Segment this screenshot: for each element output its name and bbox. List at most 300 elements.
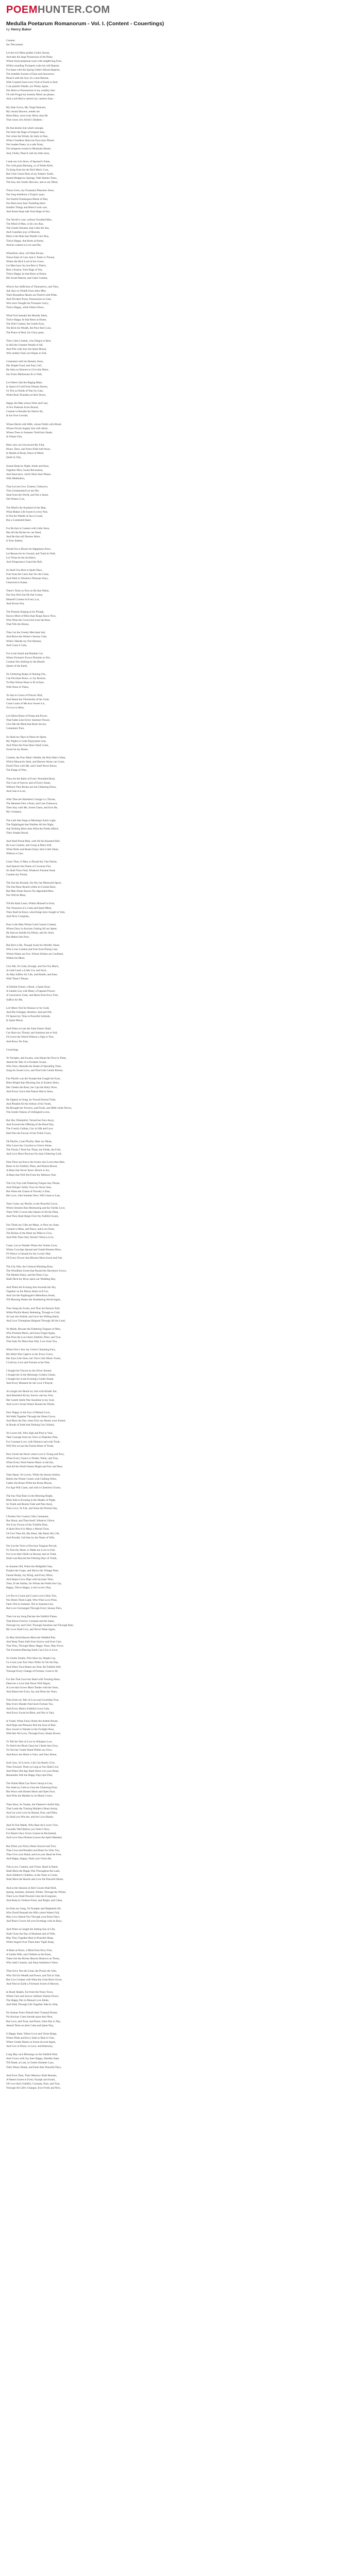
poem-line: Let Others Toil for Honour or for Gold,: [6, 1006, 50, 1010]
poem-line: Now Happy in the Joys of Mutual Love,: [6, 1411, 51, 1414]
poem-line: Smaller Things and Bless'd with care,: [6, 206, 48, 209]
poem-line: And as the Seasons in their Course Shall Roll,: [6, 1886, 57, 1890]
poem-line: Ye Gentle Youths, Who Hear my Simple Lay,: [6, 1657, 56, 1660]
poem-line: And Fills with Joys the Quiet Breast,: [6, 347, 47, 351]
poem-line: Fannie Ready, Joy Bring, and Every Morn,: [6, 1573, 54, 1577]
poem-line: So Ends my Song, Ye Nymphs and Shepherds All,: [6, 1907, 61, 1910]
poem-line: Nor tempests roused in Mountain Beams: [6, 147, 51, 151]
poem-line: Let Others Sail the Raging Main,: [6, 381, 43, 384]
stanza-break: [6, 310, 176, 314]
stanza-break: [6, 1715, 176, 1719]
poem-line: Ye Maids, Beware the Flattering Tongues of Men,: [6, 1327, 61, 1331]
logo-main: POEM: [6, 4, 38, 15]
poem-line: Within his Mind,: [6, 956, 25, 960]
poem-line: To bring from far the Rich Man's Cost,: [6, 168, 49, 172]
stanza-break: [6, 773, 176, 777]
poem-line: Content to Breathe his Native Air,: [6, 410, 44, 414]
stanza-break: [6, 522, 176, 527]
poem-line: And Keep its Verdure Fresh, and Bright, and Clean,: [6, 1899, 63, 1902]
poem-line: I can painful Wealth, nor Plenty aspire,: [6, 85, 49, 89]
poem-line: Can Purchase Peace, or Joy Restore,: [6, 677, 46, 681]
poem-line: Together on the Mossy Bank we'll Lie,: [6, 1290, 49, 1294]
poem-line: The Lark that Sings at Morning's Early Light,: [6, 819, 56, 822]
poem-line: As May Suffice for Life, and Health, and Ease,: [6, 973, 58, 976]
poem-line: But if the Green Plots of my Fathers' Earth,: [6, 173, 54, 176]
poem-line: Spring, Summer, Autumn, Winter, Through the Whole,: [6, 1890, 67, 1894]
stanza-break: [6, 710, 176, 714]
poem-line: Who Promise Much, and Soon Forget Again,: [6, 1332, 56, 1335]
stanza-break: [6, 1944, 176, 1948]
poem-line: I'll Spend my Time in Peaceful Solitude,: [6, 1014, 51, 1018]
poem-line: I'll Leave the World Without a Sigh or Tear,: [6, 1036, 54, 1039]
poem-line: He Starves Amidst his Plenty, and his Store,: [6, 931, 55, 935]
poem-line: To Live in Bliss,: [6, 706, 25, 709]
poem-line: In his Own Ground,: [6, 414, 28, 418]
poem-line: But Woos with Honest Heart and Open Face,: [6, 1790, 56, 1794]
poem-line: I'd Give Thee All, My Heart, My Hand, My Life,: [6, 1532, 60, 1535]
poem-line: In Rural Shades, Far from the Noisy Town,: [6, 1990, 54, 1994]
poem-line: Then, If she Smiles, for Whom the Fields Are Gay,: [6, 1582, 62, 1585]
poem-line: And Every Swain be Blest, and Not in Vain,: [6, 1711, 55, 1715]
poem-line: Has All the Riches he can Need,: [6, 531, 42, 535]
poem-line: Her Eyes Like Stars, her Voice Like Music Sweet,: [6, 1357, 61, 1360]
poem-line: Nor Seek by Guile to Gain the Glittering Prize,: [6, 1786, 58, 1790]
poem-line: Why Leave thy Corydon to Grieve Alone,: [6, 1144, 52, 1147]
poem-line: Of Love that's Faithful, Constant, Pure, and True,: [6, 2082, 60, 2086]
poem-line: Who have Nought but Treasures Sorry,: [6, 301, 49, 305]
poem-line: Knows More of Bliss than Kings Know Now,: [6, 614, 56, 618]
stanza-break: [6, 280, 176, 284]
poem-line: That wears rich Africk's Diadem. -: [6, 118, 44, 122]
stanza-break: [6, 1136, 176, 1140]
poem-line: Yet if my Favour of the Truthful Dust,: [6, 1523, 48, 1527]
poem-line: A Little Land, a Little Cot, and Such,: [6, 969, 47, 972]
poem-line: The Gentle Streams, that Calm the Sea,: [6, 227, 50, 230]
stanza-break: [6, 1406, 176, 1411]
poem-line: That They, Through Many Happy Years, May Prove,: [6, 1645, 64, 1648]
stanza-break: [6, 919, 176, 923]
author-link[interactable]: Henry Baker: [11, 28, 32, 31]
poem-line: Who Toil for Wealth and Power, and Toil in Vain,: [6, 1974, 60, 1977]
poem-line: And Let your Love be Honest, Pure, and Plain,: [6, 1811, 58, 1815]
poem-line: Who neither Fears nor Hopes to Fall,: [6, 352, 47, 355]
stanza-break: [6, 1673, 176, 1677]
poem-line: And When Your Hearts are Won, Be Faithful Still,: [6, 1665, 61, 1669]
poem-line: Together Mixt, Sweet Recreation,: [6, 468, 43, 472]
poem-line: And be content to Live and Die,: [6, 243, 42, 247]
poem-line: Till Morning Wakes the Slumbering World Again,: [6, 1298, 61, 1302]
stanza-break: [6, 1385, 176, 1389]
poem-line: Is Poor Indeed,: [6, 539, 23, 543]
poem-line: So Shall my Days in Peace be Spent,: [6, 735, 47, 739]
poem-line: Then Give your Hand, and Let your Heart be Free,: [6, 1853, 62, 1856]
poem-line: And, Fields, Pleas'd with his little store,: [6, 151, 50, 155]
logo-accent: HUNTER.COM: [37, 4, 110, 15]
poem-line: Sweet be my Home,: [6, 748, 28, 751]
poem-line: That Burns Forever, Constant and the Same,: [6, 1619, 55, 1623]
poem-line: The Courtly Gallant, Gay in Silk and Lace,: [6, 1127, 54, 1131]
stanza-break: [6, 1986, 176, 1990]
poem-line: For Constant Love, with Patience and with Truth,: [6, 1440, 60, 1444]
stanza-break: [6, 1736, 176, 1740]
poem-line: Nor long Ambition a Trojan's quay:: [6, 193, 45, 197]
stanza-break: [6, 397, 176, 401]
author-prefix: by: [6, 28, 10, 31]
poem-line: And Ne'er Complain,: [6, 914, 30, 918]
poem-line: That Fades Like Every Summer Flower,: [6, 719, 51, 722]
poem-line: For Age Will Come, and with it Cheerless Gloom,: [6, 1486, 61, 1489]
poem-line: No Jealous Fears Disturb their Tranquil Breast,: [6, 2011, 58, 2015]
poem-line: O Happy State, Where Love and Virtue Reign,: [6, 2032, 57, 2036]
poem-line: Thrice Happy he that Rests at Home,: [6, 318, 47, 322]
stanza-break: [6, 1694, 176, 1698]
poem-line: Ye Nymphs, and Swains, who Haunt the Flow'ry Plain,: [6, 1056, 67, 1060]
poem-line: Their Simple Board,: [6, 831, 29, 835]
poem-line: Thus Let me Live, Unseen, Unknown,: [6, 485, 48, 489]
poem-line: And Even Then, Their Memory Shall Remain,: [6, 2074, 57, 2077]
stanza-break: [6, 1840, 176, 1844]
poem-line: Then Treasure Them as Long as You Shall Live,: [6, 1765, 59, 1769]
poem-line: Or Toil on Fields of War for Gain,: [6, 389, 44, 393]
poem-line: Shall Bless the Happy Pair Throughout the Land,: [6, 1870, 60, 1873]
stanza-break: [6, 1561, 176, 1565]
poem-line: Deserves a Love that Never Will Depart,: [6, 1682, 51, 1685]
stanza-break: [6, 1632, 176, 1636]
poem-line: The World is vast; without Troubled Men,: [6, 218, 53, 222]
poem-line: Their Weary Heads, and Ends their Peaceful Days,: [6, 2065, 62, 2069]
poem-line: Come Learn of Me how Sweet it is,: [6, 702, 45, 705]
poem-line: Shall Deck thy Brow upon our Wedding Day,: [6, 1277, 56, 1281]
poem-line: To Turn thy Heart, or Make my Love to Fail,: [6, 1548, 56, 1552]
poem-line: In Autumn Old, When the Delightful Year,: [6, 1565, 53, 1569]
stanza-break: [6, 122, 176, 126]
poem-line: My Nights in Calm Enjoyment Lent,: [6, 739, 46, 743]
poem-line: And Envies Not,: [6, 602, 25, 605]
poem-line: Whilst sounding Trumpets wake his soft Repose:: [6, 64, 60, 67]
poem-line: Learn Then, O Man, to Bound thy Vast Desire,: [6, 860, 58, 864]
stanza-break: [6, 1198, 176, 1202]
poem-line: His Simple Food, and Easy Cell,: [6, 364, 42, 368]
poem-line: A Conscience Clear, and Heart from Envy Free,: [6, 994, 59, 997]
poem-line: And Countless joys of Heaven,: [6, 231, 41, 234]
stanza-break: [6, 793, 176, 798]
poem-line: Thus Ends my Tale of Love and Courtship True,: [6, 1699, 59, 1702]
poem-line: The Peasant Singing at his Plough,: [6, 610, 44, 614]
poem-line: What Fool beneath the Mouldy Skies,: [6, 314, 48, 318]
poem-line: Then Envy Not the Great, the Proud, the Vain,: [6, 1970, 57, 1973]
poem-line: And Wins the Maiden by its Manly Grace,: [6, 1794, 53, 1798]
poem-line: A Faithful Friend, a Book, a Quiet Hour,: [6, 986, 51, 989]
poem-line: The Mind of Man, is his own Ray,: [6, 223, 44, 226]
poem-line: In Quest of Gold from Distant Shores,: [6, 385, 48, 388]
poem-line: Whose Herds with Milk, whose Fields with Bread,: [6, 422, 62, 426]
poem-line: When Every Glance is Tender, Warm, and True,: [6, 1456, 59, 1460]
poem-line: Yet Fearful Flamingoes Bleed of Him,: [6, 197, 48, 201]
stanza-break: [6, 1044, 176, 1048]
poem-line: Let Nor to Count and Count Love's Holy Ties,: [6, 1594, 57, 1598]
poem-line: Must Sink at Evening in the Shades of Night,: [6, 1498, 56, 1502]
poem-line: To Tell the Tale of Love in Whispers Low,: [6, 1740, 53, 1744]
poem-line: And When at Length the Setting Sun of Life,: [6, 1928, 56, 1931]
poem-line: But a Contented Heart,: [6, 518, 31, 522]
poem-line: Whom fresh perpetual scare with neighb'ring Foes,: [6, 60, 62, 63]
poem-line: And Walk Through Life Together Side by Side,: [6, 2003, 58, 2007]
poem-line: More Bright than Morning Sun in Eastern Skies,: [6, 1081, 59, 1085]
poem-line: Where Streams Run Murmuring and the Turtles Love,: [6, 1207, 65, 1210]
poem-line: The Gentle Tokens of Unfeigned Loves,: [6, 1111, 51, 1114]
poem-line: Till He Shall Learn, Within Himself to Find,: [6, 902, 55, 906]
stanza-break: [6, 1094, 176, 1098]
poem-line: Then Love, Ye Fair, and Seize the Present Day,: [6, 1507, 58, 1510]
poem-line: Nor Think my Gifts are Mean, or Poor my State,: [6, 1223, 60, 1227]
poem-line: While I Beside my Fire Remain,: [6, 639, 42, 643]
poem-line: And Love More Precious Far than Glittering Gold,: [6, 1153, 62, 1156]
poem-line: And Stores Kept safe from Rage of Sea,: [6, 210, 51, 213]
poem-line: The Peace of Rest, his Glory gone,: [6, 331, 44, 334]
poem-line: Without a Care,: [6, 852, 24, 856]
poem-line: And Thou Shalt Reign Over thy Faithful Swain,: [6, 1215, 59, 1218]
poem-line: Then Come, my Phyllis, to the Peaceful Grove,: [6, 1202, 58, 1206]
poem-line: Happy, Thrice Happy, is the Lover's Day,: [6, 1586, 52, 1589]
poem-line: For He that is Content with Little Store,: [6, 527, 50, 530]
poem-line: These Are the Riches Heaven Bestows on Those,: [6, 1957, 60, 1961]
poem-line: Their Love Shall Flourish Like the Evergreen,: [6, 1894, 57, 1898]
poem-line: And When the Final Hour Shall Come,: [6, 743, 49, 747]
poem-line: Their Boundless Hearts are Flush'd with Pride,: [6, 293, 58, 297]
poem-line: Shall Last Beyond the Fleeting Days of Youth,: [6, 1557, 57, 1561]
poem-line: And Love's Sweet Fetters Bound me Whole,: [6, 1402, 55, 1406]
stanza-break: [6, 481, 176, 485]
stanza-break: [6, 1490, 176, 1494]
poem-line: The Noble Mind Can Never Stoop to Lies,: [6, 1782, 53, 1786]
poem-line: Before the Winter Comes with Chilling Wiles,: [6, 1478, 57, 1481]
poem-line: Queen of the Earth,: [6, 665, 28, 668]
poem-line: And Die Unhappy, Restless, Sad and Old,: [6, 1010, 52, 1014]
poem-line: I Sought her Favour by the Silver Stream,: [6, 1369, 52, 1372]
poem-line: But When the Charm of Novelty is Past,: [6, 1190, 51, 1193]
poem-line: He Brought her Flowers, and Fruits, and Milk-white Doves,: [6, 1107, 72, 1110]
poem-line: What Makes Life Sweet in every Part,: [6, 510, 48, 514]
poem-line: Those Ends of Care, that is Tomb or Throne,: [6, 256, 55, 259]
poem-line: Himself Content in Every Lot,: [6, 598, 40, 601]
poem-line: But Live Content with What the Gods Have Given,: [6, 1978, 62, 1981]
stanza-break: [6, 1177, 176, 1181]
poem-line: The humbler Sweets of Ease and Innocence,: [6, 72, 55, 76]
stanza-break: [6, 1156, 176, 1160]
poem-line: So Shalt Thou Find, Whatever Fortune Send,: [6, 869, 56, 872]
poem-line: And Keep Them Safe from Sorrow and from Care,: [6, 1640, 62, 1643]
poem-line: Sung his Sweet Love, and Woo'd the Gentle Breeze,: [6, 1069, 63, 1073]
stanza-break: [6, 1302, 176, 1306]
poem-line: Attend Them on their Calm and Quiet Way,: [6, 2024, 54, 2027]
poem-line: A Spirit Bow'd in Many a Mortal Trust,: [6, 1528, 50, 1531]
poem-line: While Phyllis Heard, Relenting, Though so Cold,: [6, 1311, 60, 1314]
poem-line: There Will I Crown thee Queen of All the Plain,: [6, 1211, 59, 1214]
stanza-break: [6, 981, 176, 985]
stanza-break: [6, 877, 176, 881]
poem-line: Content thy Friend,: [6, 873, 28, 876]
poem-line: And With Thee Only Would I Wish to Live,: [6, 1235, 54, 1239]
poem-line: A Love that Grows More Tender with the Years,: [6, 1686, 59, 1690]
stanza-break: [6, 1114, 176, 1118]
poem-line: And Peace Crown All your Evenings with its Rays,: [6, 1920, 62, 1923]
stanza-break: [6, 1281, 176, 1285]
poem-line: Then Shall he Know what Kings have Sought in Vain,: [6, 910, 65, 914]
poem-line: Through Joy and Grief, Through Sunshine and Through Rain,: [6, 1623, 74, 1627]
poem-line: Go Court your Fair Ones While 'tis Yet the Day,: [6, 1661, 59, 1665]
poem-line: And a soft Bed to stretch my careless Ease. -: [6, 97, 55, 101]
stanza-break: [6, 1799, 176, 1803]
poem-line: Come, Let us Wander Where the Violets Grow,: [6, 1244, 58, 1248]
poem-line: But Man Alone Knows No Appointed Rest,: [6, 890, 54, 893]
stanza-break: [6, 960, 176, 964]
poem-line: And Children's Children, in the Years to Come,: [6, 1874, 58, 1877]
poem-line: Ask Nothing More than What the Fields Afford,: [6, 827, 59, 831]
stanza-break: [6, 689, 176, 693]
poem-line: But Love, and Trust, and Peace, from Day to Day,: [6, 2020, 61, 2023]
poem-line: The Sun That Rises in the Morning Bright,: [6, 1494, 53, 1498]
poem-line: A Garden Gay with Many a Fragrant Flower,: [6, 990, 56, 993]
poem-line: Nor Fears Misfortune Ill or Well,: [6, 372, 43, 376]
stanza-break: [6, 2028, 176, 2032]
poem-line: And Hopes Grow Ripe with Increase Time,: [6, 1578, 54, 1581]
poem-line: When Every Word Seems Music to the Ear,: [6, 1461, 54, 1464]
poem-line: The Treasures of a Calm and Quiet Mind,: [6, 906, 52, 910]
poem-line: Be Less Content, and Grasp at More Still,: [6, 844, 52, 848]
poem-line: And Know her Heart is Ours, and Ours Alone,: [6, 1753, 57, 1756]
poem-line: Shall Bless the Hearth and Love the Peaceful Home,: [6, 1878, 64, 1882]
poem-line: And When at Last the Fatal Sisters Shall,: [6, 1027, 52, 1031]
poem-line: Fair Phyllis was the Nymph that Caught his Eyes,: [6, 1077, 61, 1081]
poem-line: But Prize the Love that's Faithful, Plain, and True,: [6, 1336, 61, 1340]
poem-line: Take Courage from my Once so Hopeless Pain,: [6, 1436, 58, 1439]
stanza-break: [6, 1023, 176, 1027]
poem-line: Thou Art the Balm of Every Wounded Heart,: [6, 777, 56, 781]
poem-line: And Innocence, which Most does Please,: [6, 472, 52, 476]
stanza-break: [6, 939, 176, 943]
poem-line: Contented with his Homely Store,: [6, 360, 44, 364]
site-logo[interactable]: [6, 4, 110, 16]
poem-line: For in the Small and Humble Cot,: [6, 652, 43, 655]
poem-line: And He that still Desires More,: [6, 535, 41, 539]
poem-line: Let Men have Joy but Rest is Theirs,: [6, 264, 46, 268]
poem-line: In Quiet Mood,: [6, 1019, 23, 1023]
poem-line: And Know No Fear,: [6, 1040, 29, 1043]
poem-line: When First I Saw my Celia's Charming Face,: [6, 1348, 56, 1352]
poem-line: And Count it Gain,: [6, 643, 27, 647]
poem-line: Ye Lovers All, Who Sigh and Pine in Vain,: [6, 1432, 53, 1435]
stanza-break: [6, 1260, 176, 1264]
poem-line: With Thee the Humblest Cottage is a Throne,: [6, 798, 56, 802]
stanza-break: [6, 1240, 176, 1244]
poem-line: That Leads the Trusting Maiden's Heart Astray,: [6, 1807, 58, 1810]
stanza-break: [6, 1002, 176, 1006]
poem-line: A Few Paternal Acres Bound,: [6, 406, 39, 410]
poem-line: Content.: [6, 39, 16, 42]
poem-line: And Proudly Call thee by the Name of Wife,: [6, 1536, 55, 1539]
poem-line: Happy the Man whose Wish and Care,: [6, 402, 48, 405]
poem-line: At Length she Heard my Suit with Kinder Ear,: [6, 1390, 57, 1394]
poem-line: Long May such Blessings on the Faithful Wait,: [6, 2053, 58, 2057]
poem-line: And Shares her Every Joy and Dries her Tears,: [6, 1690, 58, 1694]
stanza-break: [6, 626, 176, 631]
poem-line: Unenvied in Estate,: [6, 581, 28, 585]
poem-line: And Scorned the Offering of the Rural Day,: [6, 1123, 54, 1127]
poem-line: Whose Wants are Few, Whose Wishes are Confined,: [6, 952, 63, 956]
poem-line: And Live in Peace, in Love, and Harmony,: [6, 2045, 53, 2048]
poem-line: The Woodbine Sweet that Round the Hawthorn Grows,: [6, 1269, 67, 1273]
poem-line: There's None so Poor as He that Wants,: [6, 589, 50, 593]
stanza-break: [6, 564, 176, 568]
poem-line: And Whisper Softly Vows he Never Sees,: [6, 1185, 52, 1189]
poem-line: Nor Let the Voice of Envious Tongues Prevail,: [6, 1544, 57, 1548]
poem-line: Who Lives Content and Free from Pining Care,: [6, 948, 58, 952]
poem-line: Where the Rich Lord of his Grave,: [6, 260, 44, 263]
poem-line: Let the rich Mine golden Gullet choose,: [6, 52, 50, 55]
poem-line: The Cure of Sorrow and of Every Smart,: [6, 781, 51, 785]
poem-line: And Love Once Broken Leaves the Spirit Maimed,: [6, 1836, 62, 1840]
poem-line: The Happy Pair in Mutual Love Abide,: [6, 1999, 50, 2003]
poem-line: The City Fop with Flattering Tongue may Please,: [6, 1181, 60, 1185]
poem-line: So May Kind Heaven Bless the Wedded Pair,: [6, 1636, 56, 1639]
poem-line: Then Stay with Me, Sweet Guest, and Ever Be,: [6, 806, 58, 810]
poem-line: But Rich is He, Though Scant his Worldly Share,: [6, 944, 60, 947]
poem-line: Where Gentle Hearts in Sweet Accord Agree,: [6, 2041, 56, 2044]
poem-line: The Riches of the Heart are Mine to Give,: [6, 1231, 53, 1235]
stanza-break: [6, 1469, 176, 1473]
poem-line: Who Wear the Crown but Lose the Rest,: [6, 619, 51, 622]
stanza-break: [6, 814, 176, 818]
poem-line: And Every Grace that Nature Had in Store,: [6, 1090, 54, 1093]
poem-line: A Heart at Peace, a Mind from Envy Free,: [6, 1948, 53, 1952]
poem-line: Ask they no Wealth from other Men,: [6, 289, 46, 293]
poem-line: Her Cheeks the Rose, her Lips the Ruby Wore,: [6, 1086, 58, 1089]
poem-line: Nor Heirs to Possessions in my wealthy fare:: [6, 89, 56, 93]
stanza-break: [6, 2070, 176, 2074]
poem-line: The Sun, the Gentle Showers, and so my Mind,: [6, 181, 58, 184]
poem-line: I seek nor rich Store, of Sponsel's Fame,: [6, 160, 51, 163]
poem-line: No Glittering Heaps of Shining Ore,: [6, 673, 46, 676]
stanza-break: [6, 1819, 176, 1823]
poem-line: Her Gentle Smile Was Sunshine to my Soul,: [6, 1398, 55, 1402]
stanza-break: [6, 1652, 176, 1656]
stanza-break: [6, 184, 176, 189]
poem-line: The Nightingale that Warbles All the Night,: [6, 823, 54, 826]
poem-line: May Love Attend You Through your Rural Days,: [6, 1916, 60, 1919]
poem-line: And Gain is Loss,: [6, 789, 26, 793]
poem-line: Nor Any Rich but He that Grants,: [6, 594, 43, 597]
poem-line: He Sighed, he Sung, he Vowed Eternal Truth,: [6, 1098, 56, 1101]
poem-line: When Birds and Beasts Enjoy their Little Share,: [6, 848, 59, 852]
poem-line: And Shall Proud Man, with All his Boasted Skill,: [6, 840, 60, 843]
poem-line: A Gentle Wife, and Children at the Knee,: [6, 1953, 52, 1957]
poem-line: But When you Find a Heart Sincere and True,: [6, 1844, 57, 1848]
poem-line: Nor when the Winds, his Sails to Pass,: [6, 135, 48, 139]
poem-line: Then Let my Song Declare the Faithful Flame,: [6, 1615, 58, 1619]
stanza-break: [6, 668, 176, 672]
poem-line: The Pangs of Woe,: [6, 769, 27, 772]
stanza-break: [6, 439, 176, 443]
poem-header: [6, 21, 164, 31]
poem-line: Without Thee Riches are but Glittering Dross,: [6, 785, 57, 789]
stanza-break: [6, 418, 176, 422]
poem-line: Then Calm Content, who Deigns to Rest,: [6, 339, 52, 343]
poem-line: And Find on Earth a Foretaste Sweet of Heaven,: [6, 1982, 59, 1986]
poem-line: And Every Maid a Faithful Lover Gain,: [6, 1707, 50, 1710]
poem-line: Who Once, Beneath the Shade of Spreading Trees,: [6, 1065, 62, 1069]
poem-line: My Company,: [6, 810, 22, 814]
poem-line: With Her We Love, Through Every Shady Bower,: [6, 1732, 61, 1736]
